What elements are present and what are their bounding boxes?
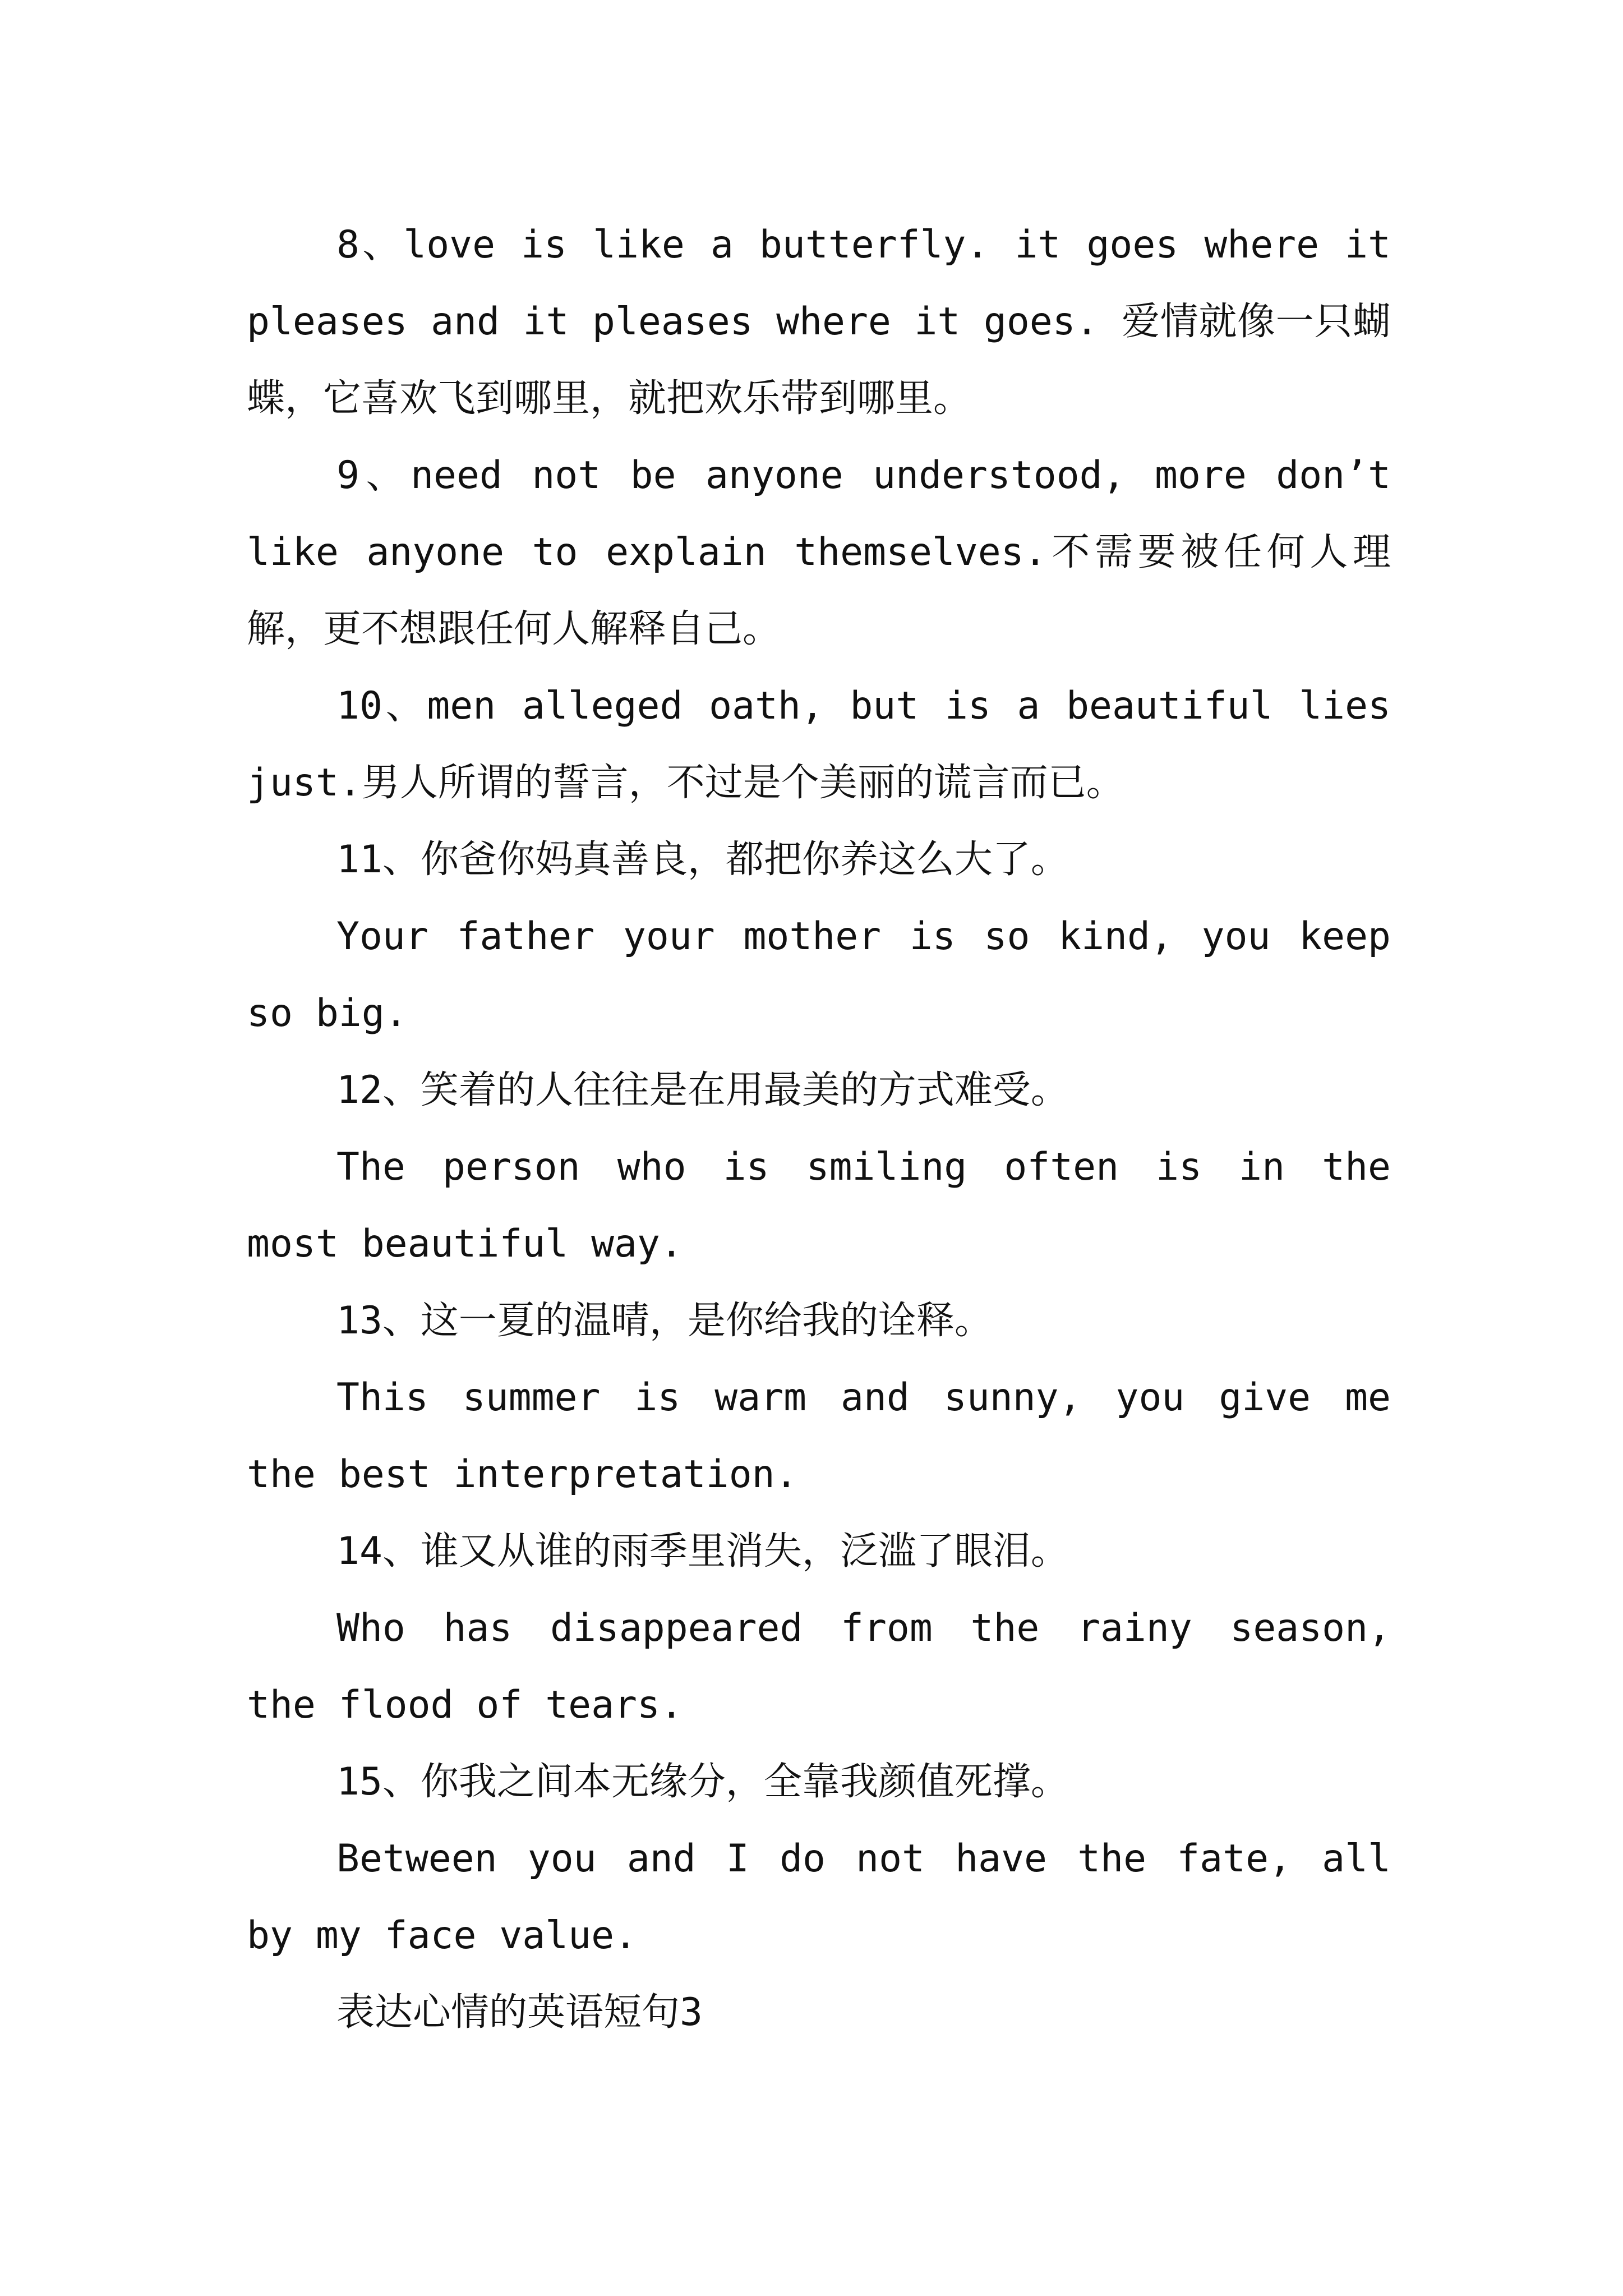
paragraph-13-english xyxy=(247,1359,1414,1513)
paragraph-text: 9、need not be anyone understood, more don’t like anyone to explain themselves.不需要被任何人理解，更不想跟任何人解释自己。 xyxy=(247,453,1414,651)
paragraph-text: 14、谁又从谁的雨季里消失，泛滥了眼泪。 xyxy=(336,1529,1069,1573)
paragraph-8 xyxy=(247,206,1414,437)
paragraph-text: 10、men alleged oath, but is a beautiful lies just.男人所谓的誓言，不过是个美丽的谎言而已。 xyxy=(247,684,1414,805)
paragraph-text: This summer is warm and sunny, you give me the best interpretation. xyxy=(247,1375,1414,1497)
paragraph-text: The person who is smiling often is in the most beautiful way. xyxy=(247,1145,1414,1266)
paragraph-text: 11、你爸你妈真善良，都把你养这么大了。 xyxy=(336,838,1069,882)
paragraph-11-chinese xyxy=(247,821,1391,898)
paragraph-text: 13、这一夏的温晴，是你给我的诠释。 xyxy=(336,1299,993,1343)
paragraph-text: Your father your mother is so kind, you keep so big. xyxy=(247,914,1414,1036)
paragraph-12-english xyxy=(247,1129,1414,1282)
paragraph-9 xyxy=(247,437,1414,668)
paragraph-14-english xyxy=(247,1590,1414,1743)
paragraph-15-chinese xyxy=(247,1743,1391,1820)
paragraph-text: 8、love is like a butterfly. it goes where it pleases and it pleases where it goes. 爱情就像一只蝴蝶，它喜欢飞到哪里，就把欢乐带到哪里。 xyxy=(247,223,1414,421)
paragraph-text: Between you and I do not have the fate, all by my face value. xyxy=(247,1837,1414,1958)
paragraph-15-english xyxy=(247,1820,1414,1974)
paragraph-text: 12、笑着的人往往是在用最美的方式难受。 xyxy=(336,1068,1069,1112)
paragraph-text: Who has disappeared from the rainy season, the flood of tears. xyxy=(247,1606,1414,1727)
paragraph-text: 表达心情的英语短句3 xyxy=(336,1990,703,2035)
paragraph-13-chinese xyxy=(247,1282,1391,1359)
section-heading xyxy=(247,1974,1391,2051)
paragraph-text: 15、你我之间本无缘分，全靠我颜值死撑。 xyxy=(336,1760,1069,1804)
paragraph-12-chinese xyxy=(247,1052,1391,1129)
paragraph-11-english xyxy=(247,898,1414,1052)
paragraph-14-chinese xyxy=(247,1513,1391,1590)
document-body xyxy=(247,206,1414,2051)
paragraph-10 xyxy=(247,668,1414,821)
